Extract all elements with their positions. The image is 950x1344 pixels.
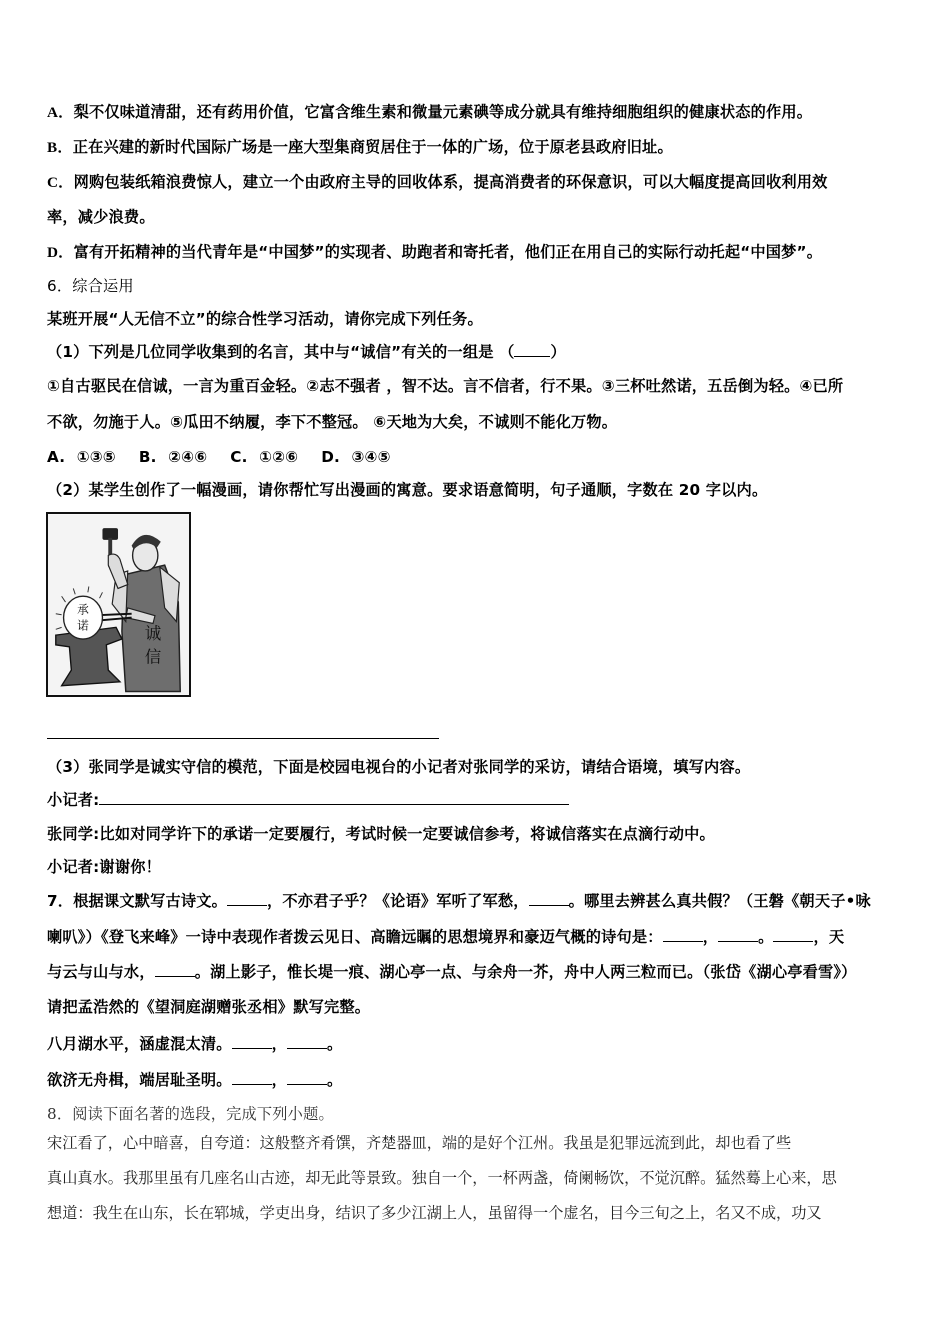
option-text: 网购包装纸箱浪费惊人，建立一个由政府主导的回收体系，提高消费者的环保意识，可以大幅度提高回收利用效 (73, 173, 828, 191)
answer-line[interactable] (47, 738, 439, 739)
quotes-line-1: ①自古驱民在信诚，一言为重百金轻。②志不强者 ，智不达。言不信者，行不果。③三杯吐然诺，五岳倒为轻。④已所 (47, 377, 844, 395)
question-6-heading (47, 276, 134, 296)
option-text: 正在兴建的新时代国际广场是一座大型集商贸居住于一体的广场，位于原老县政府旧址。 (72, 138, 673, 156)
prompt-end: ） (550, 343, 566, 361)
text-segment: 。湖上影子，惟长堤一痕、湖心亭一点、与余舟一芥，舟中人两三粒而已。（张岱《湖心亭看雪》） (194, 963, 857, 981)
choice-c: C. ①②⑥ (230, 448, 299, 466)
novel-excerpt (47, 1129, 907, 1228)
answer-blank[interactable] (514, 342, 550, 357)
fill-blank[interactable] (232, 1034, 272, 1049)
fill-blank[interactable] (529, 891, 569, 906)
text-segment: 八月湖水平，涵虚混太清。 (47, 1035, 232, 1053)
fill-blank[interactable] (287, 1034, 327, 1049)
q7-line-2 (47, 927, 844, 947)
reporter-question-line (47, 790, 569, 810)
q7-line-3 (47, 962, 857, 982)
option-c (47, 172, 828, 193)
text-segment: ， (271, 1071, 288, 1089)
text-segment: 。哪里去辨甚么真共假？（王磐《朝天子•咏 (568, 892, 871, 910)
heading-text: 6．综合运用 (47, 277, 134, 295)
option-label: B． (47, 139, 73, 156)
reporter-thanks: 小记者:谢谢你！ (47, 858, 161, 876)
choice-b: B. ②④⑥ (138, 448, 208, 466)
fill-blank[interactable] (663, 927, 703, 942)
blacksmith-cartoon-illustration (48, 514, 189, 695)
fill-blank[interactable] (287, 1070, 327, 1085)
text-segment: 。 (327, 1071, 343, 1089)
option-c-continued: 率，减少浪费。 (47, 208, 155, 226)
question-8-heading: 8．阅读下面名著的选段，完成下列小题。 (47, 1105, 334, 1123)
quotes-line-2: 不欲，勿施于人。⑤瓜田不纳履，李下不整冠。 ⑥天地为大矣，不诚则不能化万物。 (47, 413, 618, 431)
fill-blank[interactable] (155, 962, 195, 977)
option-d (47, 242, 822, 263)
part3-prompt: （3）张同学是诚实守信的模范，下面是校园电视台的小记者对张同学的采访，请结合语境，填写内容。 (47, 758, 751, 776)
text-segment: ， (271, 1035, 288, 1053)
text-segment: ， (702, 928, 719, 946)
apron-label-bottom: 信 (144, 647, 162, 667)
option-label: C． (47, 174, 74, 191)
choice-row (47, 447, 391, 467)
fill-blank[interactable] (773, 927, 813, 942)
option-text: 梨不仅味道清甜，还有药用价值，它富含维生素和微量元素碘等成分就具有维持细胞组织的健康状态的作用。 (73, 103, 813, 121)
text-segment: 7．根据课文默写古诗文。 (47, 892, 228, 910)
choice-a: A. ①③⑤ (47, 448, 116, 466)
part1-prompt (47, 342, 566, 362)
fill-blank[interactable] (232, 1070, 272, 1085)
q7-line-6 (47, 1070, 342, 1090)
passage-line: 宋江看了，心中暗喜，自夸道：这般整齐肴馔，齐楚器皿，端的是好个江州。我虽是犯罪远流到此，却也看了些 (47, 1134, 792, 1152)
question-6-intro: 某班开展“人无信不立”的综合性学习活动，请你完成下列任务。 (47, 310, 483, 328)
apron-label-top: 诚 (144, 624, 162, 644)
text-segment: 。 (327, 1035, 343, 1053)
text-segment: ，不亦君子乎？《论语》军听了军愁， (267, 892, 529, 910)
option-label: D． (47, 244, 74, 261)
option-label: A． (47, 104, 74, 121)
text-segment: 与云与山与水， (47, 963, 155, 981)
passage-line: 真山真水。我那里虽有几座名山古迹，却无此等景致。独自一个，一杯两盏，倚阑畅饮，不觉沉醉。猛然蓦上心来，思 (47, 1169, 837, 1187)
reporter-answer-blank[interactable] (99, 790, 569, 805)
passage-line: 想道：我生在山东，长在郓城，学吏出身，结识了多少江湖上人，虽留得一个虚名，目今三旬之上，名又不成，功又 (47, 1204, 822, 1222)
option-a (47, 102, 812, 123)
anvil-label-top: 承 (77, 602, 89, 617)
text-segment: ，天 (813, 928, 845, 946)
prompt-text: （1）下列是几位同学收集到的名言，其中与“诚信”有关的一组是 （ (47, 343, 515, 361)
q7-line-4: 请把孟浩然的《望洞庭湖赠张丞相》默写完整。 (47, 998, 371, 1016)
anvil-label-bottom: 诺 (77, 618, 89, 633)
q7-line-5 (47, 1034, 342, 1054)
option-text: 富有开拓精神的当代青年是“中国梦”的实现者、助跑者和寄托者，他们正在用自己的实际行动托起“中国梦”。 (73, 243, 823, 261)
text-segment: 喇叭》）《登飞来峰》一诗中表现作者拨云见日、高瞻远瞩的思想境界和豪迈气概的诗句是： (47, 928, 663, 946)
option-b (47, 137, 673, 158)
cartoon-image (46, 512, 191, 697)
reporter-label: 小记者: (47, 791, 100, 809)
choice-d: D. ③④⑤ (321, 448, 391, 466)
fill-blank[interactable] (718, 927, 758, 942)
text-segment: 欲济无舟楫，端居耻圣明。 (47, 1071, 232, 1089)
q7-line-1 (47, 891, 871, 911)
part2-prompt: （2）某学生创作了一幅漫画，请你帮忙写出漫画的寓意。要求语意简明，句子通顺，字数在 20 字以内。 (47, 481, 768, 499)
text-segment: 。 (758, 928, 774, 946)
student-reply: 张同学:比如对同学许下的承诺一定要履行，考试时候一定要诚信参考，将诚信落实在点滴行动中。 (47, 825, 715, 843)
fill-blank[interactable] (227, 891, 267, 906)
